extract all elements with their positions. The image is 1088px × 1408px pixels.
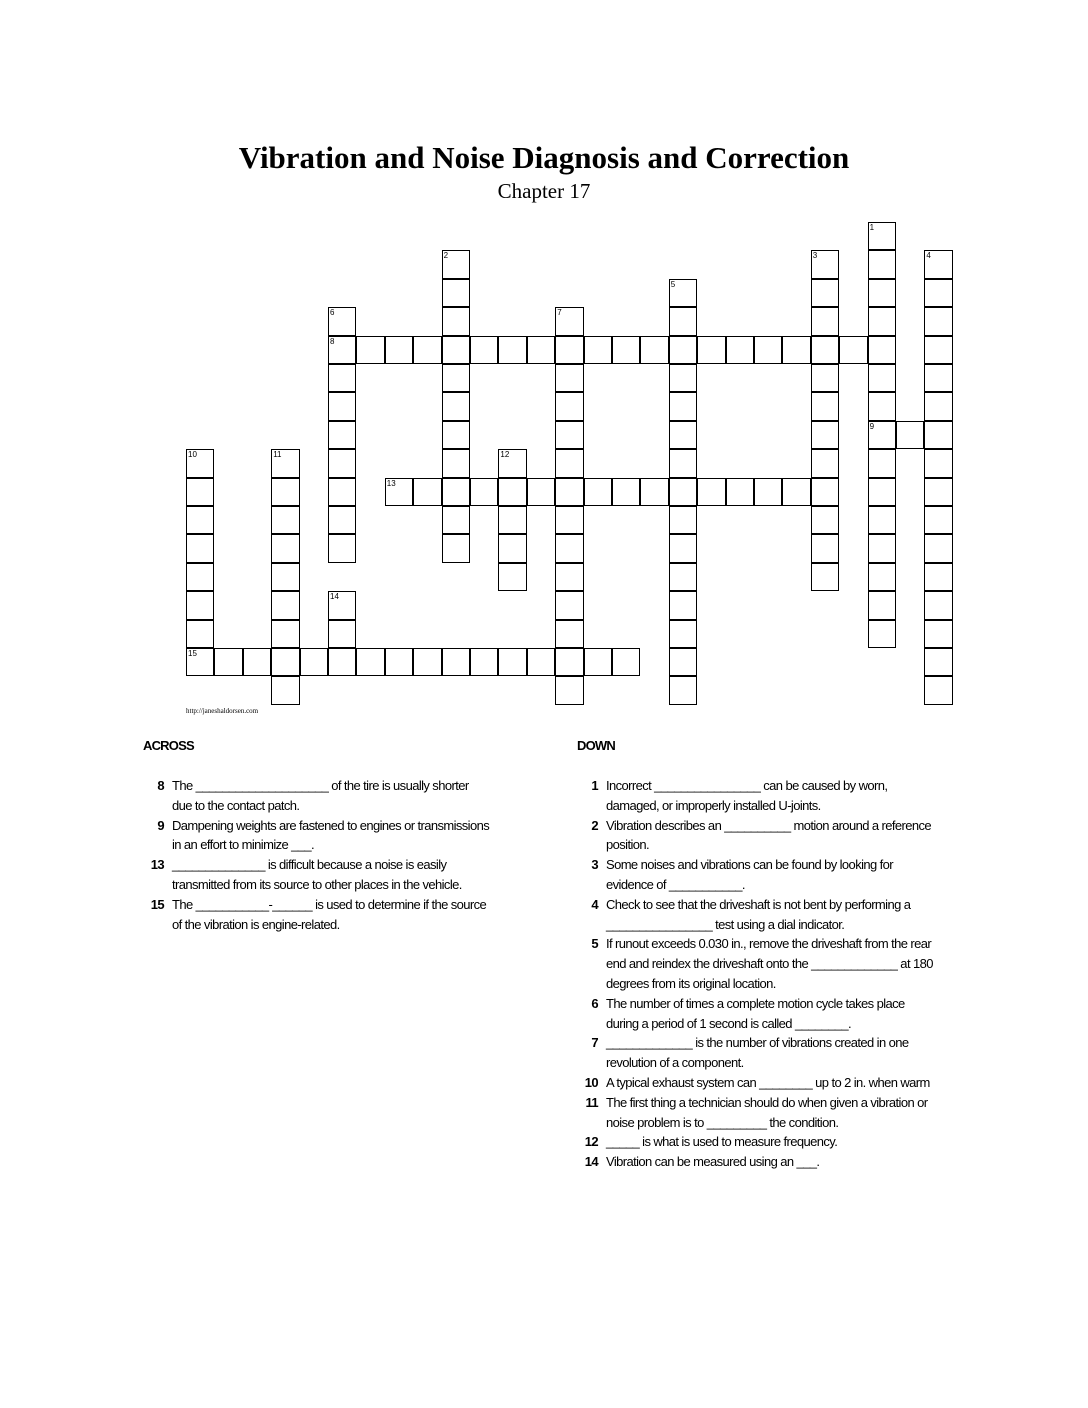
grid-cell[interactable] <box>669 478 697 506</box>
grid-cell[interactable] <box>839 336 867 364</box>
grid-cell[interactable] <box>811 534 839 562</box>
grid-cell[interactable] <box>924 676 952 704</box>
grid-cell[interactable] <box>669 421 697 449</box>
grid-cell[interactable] <box>413 478 441 506</box>
clue-number: 11 <box>585 1094 598 1110</box>
grid-cell[interactable] <box>300 648 328 676</box>
grid-cell[interactable] <box>555 563 583 591</box>
grid-cell[interactable] <box>697 336 725 364</box>
grid-cell[interactable] <box>356 648 384 676</box>
grid-cell[interactable] <box>811 506 839 534</box>
down-clue <box>572 934 934 993</box>
grid-cell[interactable] <box>924 307 952 335</box>
grid-cell[interactable] <box>498 648 526 676</box>
grid-cell[interactable] <box>811 279 839 307</box>
clue-number: 6 <box>591 995 598 1011</box>
grid-cell[interactable] <box>669 336 697 364</box>
grid-cell[interactable] <box>868 250 896 278</box>
grid-cell[interactable] <box>442 307 470 335</box>
grid-cell[interactable] <box>612 648 640 676</box>
down-clue <box>572 1033 934 1073</box>
grid-cell[interactable] <box>782 478 810 506</box>
grid-cell[interactable] <box>868 534 896 562</box>
grid-cell[interactable] <box>442 478 470 506</box>
clue-number: 8 <box>157 778 164 793</box>
grid-cell[interactable] <box>555 421 583 449</box>
grid-cell[interactable] <box>186 478 214 506</box>
grid-cell[interactable] <box>328 648 356 676</box>
grid-cell[interactable] <box>271 591 299 619</box>
grid-cell[interactable] <box>726 478 754 506</box>
clue-text: A typical exhaust system can ________ up to 2 in. when warm <box>606 1074 930 1090</box>
grid-cell[interactable] <box>328 534 356 562</box>
clue-text: Vibration describes an __________ motion around a reference position. <box>606 817 932 853</box>
grid-cell[interactable] <box>669 506 697 534</box>
grid-cell[interactable] <box>612 478 640 506</box>
cell-number: 9 <box>869 421 875 431</box>
clue-text: Vibration can be measured using an ___. <box>606 1154 820 1170</box>
grid-cell[interactable] <box>811 336 839 364</box>
across-clue <box>138 895 490 935</box>
clue-number: 3 <box>591 857 598 873</box>
across-clue <box>138 855 490 895</box>
source-url: http://janeshaldorsen.com <box>186 707 259 715</box>
grid-cell[interactable] <box>868 449 896 477</box>
grid-cell[interactable] <box>271 676 299 704</box>
clue-text: _____ is what is used to measure frequency. <box>606 1134 838 1150</box>
grid-cell[interactable] <box>214 648 242 676</box>
grid-cell[interactable] <box>498 478 526 506</box>
cell-number: 1 <box>869 223 875 232</box>
grid-cell[interactable] <box>584 478 612 506</box>
cell-number: 5 <box>670 279 676 289</box>
grid-cell[interactable] <box>669 364 697 392</box>
clue-text: The ___________-______ is used to determine if the source of the vibration is engine-related. <box>172 896 487 932</box>
across-clue <box>138 776 490 816</box>
cell-number: 15 <box>188 649 197 658</box>
grid-cell[interactable] <box>186 534 214 562</box>
down-clue <box>572 1073 934 1093</box>
down-clue <box>572 895 934 935</box>
grid-cell[interactable] <box>669 620 697 648</box>
grid-cell[interactable] <box>271 620 299 648</box>
grid-cell[interactable] <box>271 648 299 676</box>
cell-number: 11 <box>273 450 282 460</box>
grid-cell[interactable] <box>924 421 952 449</box>
grid-cell[interactable] <box>328 478 356 506</box>
grid-cell[interactable] <box>328 620 356 648</box>
cell-number: 3 <box>812 251 818 261</box>
grid-cell[interactable] <box>328 421 356 449</box>
grid-cell[interactable] <box>754 336 782 364</box>
grid-cell[interactable] <box>555 620 583 648</box>
grid-cell[interactable] <box>186 563 214 591</box>
cell-number: 2 <box>443 251 449 261</box>
grid-cell[interactable] <box>896 421 924 449</box>
grid-cell[interactable] <box>868 506 896 534</box>
grid-cell[interactable] <box>924 534 952 562</box>
clue-text: If runout exceeds 0.030 in., remove the driveshaft from the rear end and reindex the driveshaft onto the _____________ at 180 degrees from its original location. <box>606 936 933 991</box>
grid-cell[interactable] <box>328 506 356 534</box>
grid-cell[interactable] <box>924 591 952 619</box>
grid-cell[interactable] <box>442 506 470 534</box>
grid-cell[interactable] <box>470 648 498 676</box>
clue-number: 4 <box>591 896 598 912</box>
across-heading: ACROSS <box>143 738 194 753</box>
clue-text: Check to see that the driveshaft is not bent by performing a ________________ test using a dial indicator. <box>606 896 911 932</box>
grid-cell[interactable] <box>498 563 526 591</box>
grid-cell[interactable] <box>555 449 583 477</box>
clue-number: 14 <box>584 1154 598 1170</box>
grid-cell[interactable] <box>868 307 896 335</box>
grid-cell[interactable] <box>782 336 810 364</box>
grid-cell[interactable] <box>442 421 470 449</box>
grid-cell[interactable] <box>868 563 896 591</box>
down-clue <box>572 1093 934 1133</box>
clue-number: 12 <box>584 1134 598 1150</box>
clue-number: 1 <box>591 778 598 793</box>
grid-cell[interactable] <box>726 336 754 364</box>
grid-cell[interactable] <box>868 279 896 307</box>
grid-cell[interactable] <box>555 506 583 534</box>
down-clue <box>572 816 934 856</box>
grid-cell[interactable] <box>555 336 583 364</box>
grid-cell[interactable] <box>328 392 356 420</box>
grid-cell[interactable] <box>442 392 470 420</box>
grid-cell[interactable] <box>498 534 526 562</box>
grid-cell[interactable] <box>442 648 470 676</box>
grid-cell[interactable] <box>555 676 583 704</box>
grid-cell[interactable] <box>385 648 413 676</box>
grid-cell[interactable] <box>924 648 952 676</box>
down-clue-list <box>572 776 934 1172</box>
grid-cell[interactable] <box>811 307 839 335</box>
grid-cell[interactable] <box>669 648 697 676</box>
down-clue <box>572 994 934 1034</box>
grid-cell[interactable] <box>640 478 668 506</box>
grid-cell[interactable] <box>555 478 583 506</box>
grid-cell[interactable] <box>924 364 952 392</box>
grid-cell[interactable] <box>811 392 839 420</box>
grid-cell[interactable] <box>811 563 839 591</box>
across-clue-list <box>138 776 490 934</box>
grid-cell[interactable] <box>555 534 583 562</box>
clue-text: Some noises and vibrations can be found by looking for evidence of ___________. <box>606 857 894 892</box>
grid-cell[interactable] <box>640 336 668 364</box>
clue-number: 9 <box>157 817 164 833</box>
grid-cell[interactable] <box>669 392 697 420</box>
grid-cell[interactable] <box>669 676 697 704</box>
grid-cell[interactable] <box>669 534 697 562</box>
clue-text: ______________ is difficult because a noise is easily transmitted from its source to other places in the vehicle. <box>172 857 462 892</box>
grid-cell[interactable] <box>385 336 413 364</box>
page-subtitle: Chapter 17 <box>497 179 591 203</box>
grid-cell[interactable] <box>612 336 640 364</box>
grid-cell[interactable] <box>924 336 952 364</box>
clue-number: 10 <box>584 1074 598 1090</box>
grid-cell[interactable] <box>271 534 299 562</box>
grid-cell[interactable] <box>811 421 839 449</box>
grid-cell[interactable] <box>868 392 896 420</box>
cell-number: 10 <box>188 450 197 460</box>
grid-cell[interactable] <box>470 478 498 506</box>
clue-number: 7 <box>591 1035 598 1051</box>
grid-cell[interactable] <box>868 478 896 506</box>
grid-cell[interactable] <box>584 648 612 676</box>
grid-cell[interactable] <box>328 449 356 477</box>
grid-cell[interactable] <box>498 336 526 364</box>
grid-cell[interactable] <box>924 620 952 648</box>
cell-number: 4 <box>926 251 931 261</box>
clue-number: 5 <box>591 936 598 952</box>
cell-number: 12 <box>500 450 510 460</box>
grid-cell[interactable] <box>754 478 782 506</box>
grid-cell[interactable] <box>186 591 214 619</box>
grid-cell[interactable] <box>328 364 356 392</box>
grid-cell[interactable] <box>669 449 697 477</box>
grid-cell[interactable] <box>271 506 299 534</box>
grid-cell[interactable] <box>868 620 896 648</box>
grid-cell[interactable] <box>868 591 896 619</box>
grid-cell[interactable] <box>924 478 952 506</box>
grid-cell[interactable] <box>669 591 697 619</box>
down-clue <box>572 1152 934 1172</box>
down-clue <box>572 1132 934 1152</box>
grid-cell[interactable] <box>186 506 214 534</box>
grid-cell[interactable] <box>527 478 555 506</box>
cell-number: 6 <box>330 308 335 318</box>
page-title: Vibration and Noise Diagnosis and Correction <box>238 140 850 175</box>
clue-number: 13 <box>150 857 164 873</box>
grid-cell[interactable] <box>555 591 583 619</box>
grid-cell[interactable] <box>555 648 583 676</box>
grid-cell[interactable] <box>498 506 526 534</box>
grid-cell[interactable] <box>924 506 952 534</box>
grid-cell[interactable] <box>271 478 299 506</box>
grid-cell[interactable] <box>442 449 470 477</box>
grid-cell[interactable] <box>527 648 555 676</box>
grid-cell[interactable] <box>186 620 214 648</box>
clue-text: The ____________________ of the tire is usually shorter due to the contact patch. <box>172 778 469 813</box>
grid-cell[interactable] <box>584 336 612 364</box>
grid-cell[interactable] <box>271 563 299 591</box>
grid-cell[interactable] <box>811 478 839 506</box>
grid-cell[interactable] <box>924 563 952 591</box>
grid-cell[interactable] <box>442 279 470 307</box>
grid-cell[interactable] <box>555 364 583 392</box>
clue-text: _____________ is the number of vibrations created in one revolution of a component. <box>606 1035 909 1071</box>
grid-cell[interactable] <box>442 336 470 364</box>
grid-cell[interactable] <box>243 648 271 676</box>
grid-cell[interactable] <box>924 279 952 307</box>
clue-text: Incorrect ________________ can be caused by worn, damaged, or improperly installed U-joints. <box>606 778 888 813</box>
grid-cell[interactable] <box>811 364 839 392</box>
grid-cell[interactable] <box>669 307 697 335</box>
cell-number: 13 <box>386 478 396 488</box>
grid-cell[interactable] <box>868 336 896 364</box>
grid-cell[interactable] <box>442 534 470 562</box>
cell-number: 7 <box>557 308 562 318</box>
down-clue <box>572 776 934 816</box>
grid-cell[interactable] <box>555 392 583 420</box>
grid-cell[interactable] <box>413 336 441 364</box>
across-clue <box>138 816 490 856</box>
down-heading: DOWN <box>577 738 615 753</box>
grid-cell[interactable] <box>924 392 952 420</box>
cell-number: 14 <box>330 592 339 602</box>
grid-cell[interactable] <box>697 478 725 506</box>
clue-number: 15 <box>150 896 164 912</box>
cell-number: 8 <box>330 336 335 346</box>
grid-cell[interactable] <box>924 449 952 477</box>
clue-text: The first thing a technician should do when given a vibration or noise problem is to _________ the condition. <box>606 1094 928 1130</box>
grid-cell[interactable] <box>413 648 441 676</box>
grid-cell[interactable] <box>868 364 896 392</box>
grid-cell[interactable] <box>470 336 498 364</box>
grid-cell[interactable] <box>527 336 555 364</box>
grid-cell[interactable] <box>442 364 470 392</box>
clue-number: 2 <box>591 817 598 833</box>
clue-text: Dampening weights are fastened to engines or transmissions in an effort to minimize ___. <box>172 817 490 853</box>
grid-cell[interactable] <box>669 563 697 591</box>
down-clue <box>572 855 934 895</box>
grid-cell[interactable] <box>356 336 384 364</box>
clue-text: The number of times a complete motion cycle takes place during a period of 1 second is called ________. <box>606 995 905 1031</box>
grid-cell[interactable] <box>811 449 839 477</box>
